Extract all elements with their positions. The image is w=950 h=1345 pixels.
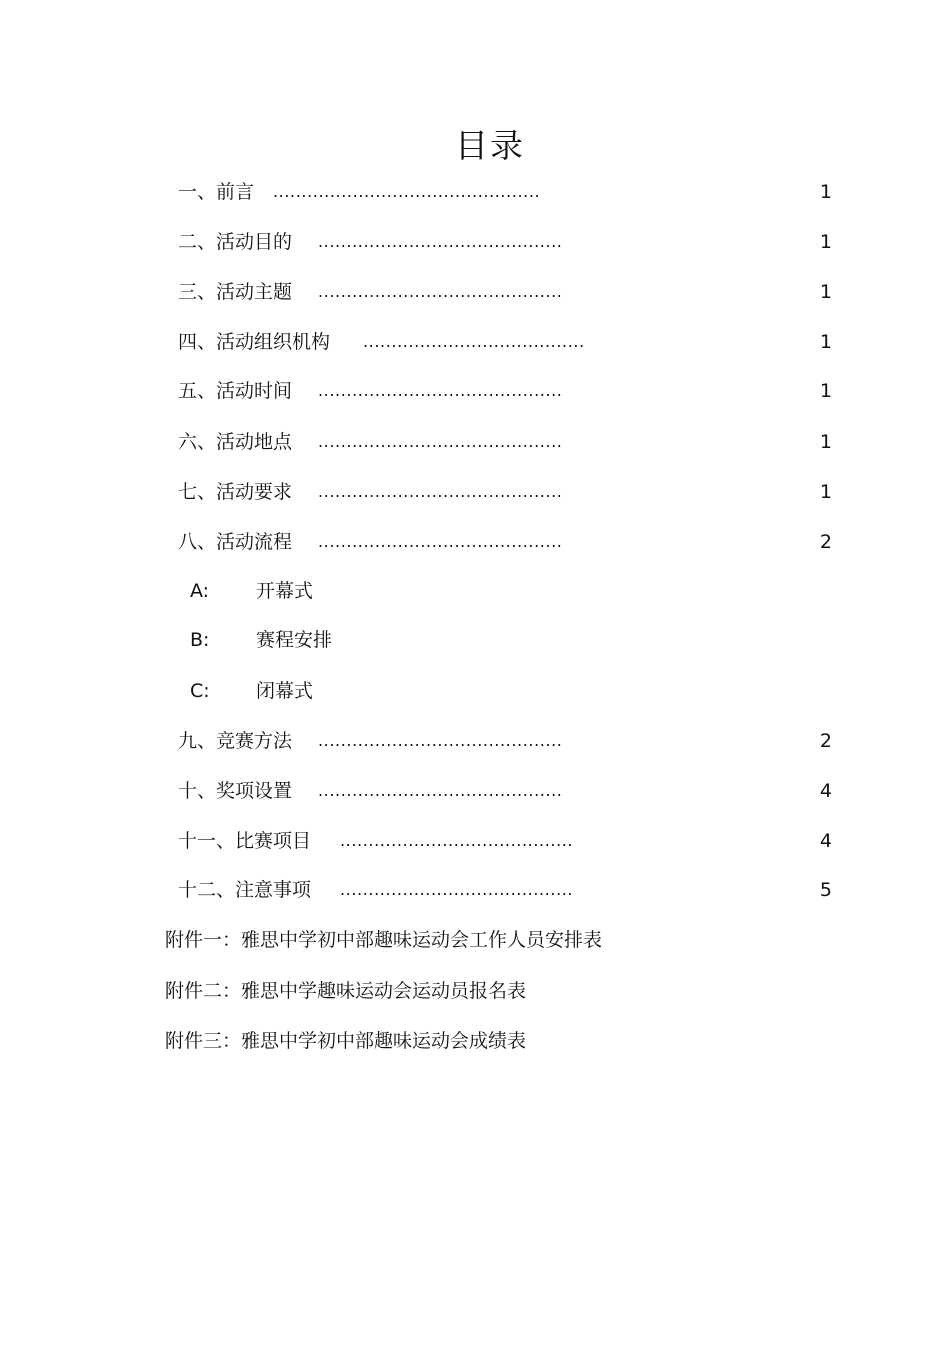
toc-leader-dots: ........................................... <box>318 232 563 251</box>
attachment-item[interactable]: 附件三：雅思中学初中部趣味运动会成绩表 <box>165 1030 527 1052</box>
toc-subitem[interactable] <box>190 625 490 655</box>
toc-subitem[interactable] <box>190 676 490 706</box>
toc-entry[interactable] <box>178 776 598 806</box>
toc-entry[interactable] <box>178 227 598 257</box>
toc-entry-label: 十、奖项设置 <box>178 780 293 802</box>
toc-page-number: 2 <box>819 730 832 752</box>
toc-entry[interactable] <box>178 327 608 357</box>
toc-subitem-letter: A: <box>190 580 210 602</box>
toc-leader-dots: ......................................... <box>340 880 574 899</box>
toc-leader-dots: ........................................... <box>318 482 563 501</box>
toc-leader-dots: ............................................... <box>273 182 541 201</box>
toc-leader-dots: ......................................... <box>340 831 574 850</box>
toc-leader-dots: ........................................... <box>318 282 563 301</box>
toc-entry[interactable] <box>178 376 598 406</box>
toc-entry[interactable] <box>178 826 598 856</box>
toc-page-number: 1 <box>819 281 832 303</box>
toc-leader-dots: ....................................... <box>363 332 585 351</box>
toc-subitem-text: 赛程安排 <box>256 629 333 651</box>
toc-page-number: 1 <box>819 431 832 453</box>
toc-leader-dots: ........................................... <box>318 381 563 400</box>
toc-entry[interactable] <box>178 875 598 905</box>
toc-page-number: 1 <box>819 231 832 253</box>
attachment-item[interactable]: 附件二：雅思中学趣味运动会运动员报名表 <box>165 980 527 1002</box>
toc-entry[interactable] <box>178 177 578 207</box>
toc-entry-label: 六、活动地点 <box>178 431 293 453</box>
toc-entry-label: 一、前言 <box>178 181 255 203</box>
toc-page-number: 5 <box>819 879 832 901</box>
toc-leader-dots: ........................................... <box>318 731 563 750</box>
toc-entry-label: 二、活动目的 <box>178 231 293 253</box>
toc-entry[interactable] <box>178 527 598 557</box>
toc-entry-label: 七、活动要求 <box>178 481 293 503</box>
toc-entry-label: 四、活动组织机构 <box>178 331 331 353</box>
toc-entry-label: 九、竞赛方法 <box>178 730 293 752</box>
toc-page-number: 1 <box>819 331 832 353</box>
toc-entry-label: 八、活动流程 <box>178 531 293 553</box>
toc-leader-dots: ........................................... <box>318 781 563 800</box>
toc-leader-dots: ........................................... <box>318 432 563 451</box>
page-title: 目录 <box>455 126 525 165</box>
toc-page-number: 1 <box>819 181 832 203</box>
toc-entry-label: 五、活动时间 <box>178 380 293 402</box>
toc-entry[interactable] <box>178 277 598 307</box>
toc-page-number: 4 <box>819 780 832 802</box>
toc-entry-label: 十二、注意事项 <box>178 879 312 901</box>
toc-entry-label: 三、活动主题 <box>178 281 293 303</box>
toc-page-number: 1 <box>819 380 832 402</box>
toc-subitem-letter: C: <box>190 680 210 702</box>
toc-leader-dots: ........................................... <box>318 532 563 551</box>
toc-entry-label: 十一、比赛项目 <box>178 830 312 852</box>
toc-subitem-letter: B: <box>190 629 210 651</box>
attachment-item[interactable]: 附件一：雅思中学初中部趣味运动会工作人员安排表 <box>165 929 603 951</box>
toc-page-number: 1 <box>819 481 832 503</box>
toc-page-number: 2 <box>819 531 832 553</box>
toc-entry[interactable] <box>178 726 598 756</box>
toc-entry[interactable] <box>178 427 598 457</box>
toc-subitem-text: 开幕式 <box>256 580 314 602</box>
toc-entry[interactable] <box>178 477 598 507</box>
toc-subitem[interactable] <box>190 576 490 606</box>
toc-subitem-text: 闭幕式 <box>256 680 314 702</box>
toc-page-number: 4 <box>819 830 832 852</box>
